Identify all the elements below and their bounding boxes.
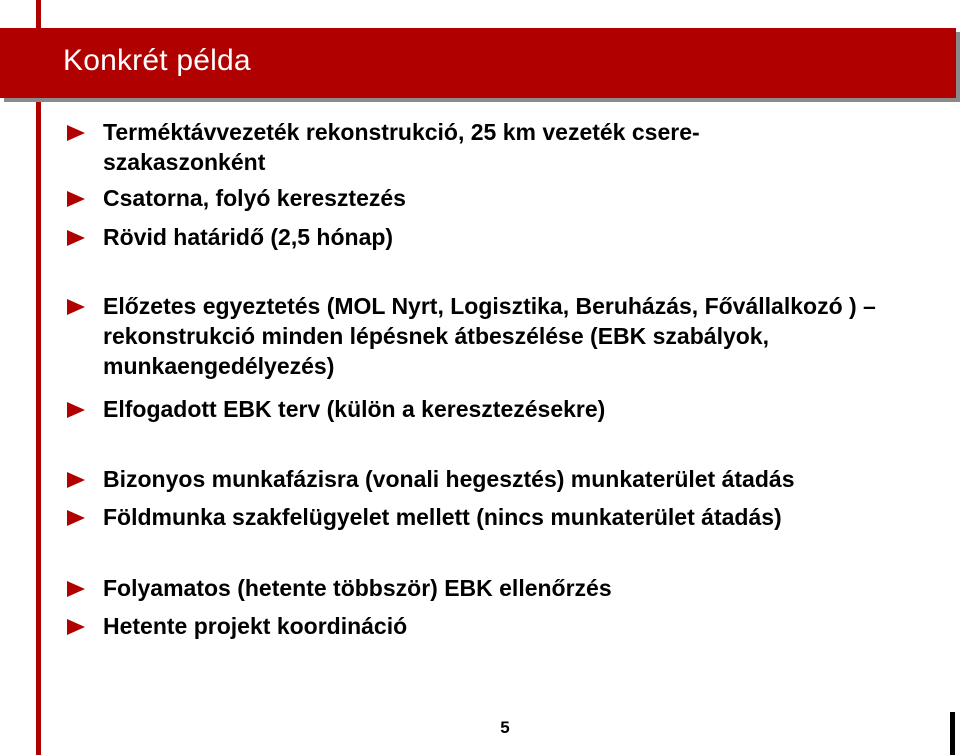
bullet-item (67, 394, 947, 424)
bullet-text: Csatorna, folyó keresztezés (103, 185, 406, 211)
bullet-item (67, 502, 947, 532)
triangle-right-icon (67, 581, 85, 597)
bullet-item (67, 222, 947, 252)
bullet-text: Rövid határidő (2,5 hónap) (103, 224, 394, 250)
triangle-right-icon (67, 619, 85, 635)
triangle-right-icon (67, 402, 85, 418)
page-number: 5 (500, 718, 510, 737)
corner-mark (950, 712, 955, 755)
bullet-item (67, 464, 947, 494)
triangle-right-icon (67, 510, 85, 526)
triangle-right-icon (67, 299, 85, 315)
bullet-item (67, 573, 947, 603)
bullet-text: Bizonyos munkafázisra (vonali hegesztés) munkaterület átadás (103, 466, 795, 492)
bullet-text: Földmunka szakfelügyelet mellett (nincs munkaterület átadás) (103, 504, 782, 530)
bullet-text: Folyamatos (hetente többször) EBK ellenőrzés (103, 575, 612, 601)
bullet-item (67, 117, 947, 177)
triangle-right-icon (67, 472, 85, 488)
triangle-right-icon (67, 125, 85, 141)
bullet-text: Elfogadott EBK terv (külön a keresztezésekre) (103, 396, 606, 422)
bullet-item (67, 291, 947, 381)
bullet-item (67, 183, 947, 213)
triangle-right-icon (67, 230, 85, 246)
bullet-item (67, 611, 947, 641)
triangle-right-icon (67, 191, 85, 207)
bullet-text: Terméktávvezeték rekonstrukció, 25 km vezeték csere-szakaszonként (103, 119, 700, 175)
bullet-text: Hetente projekt koordináció (103, 613, 408, 639)
bullet-text: Előzetes egyeztetés (MOL Nyrt, Logisztika, Beruházás, Fővállalkozó ) – rekonstrukció minden lépésnek átbeszélése (EBK szabályok, munkaengedélyezés) (103, 293, 876, 379)
slide-title: Konkrét példa (63, 44, 251, 77)
left-accent-rule (36, 0, 41, 755)
